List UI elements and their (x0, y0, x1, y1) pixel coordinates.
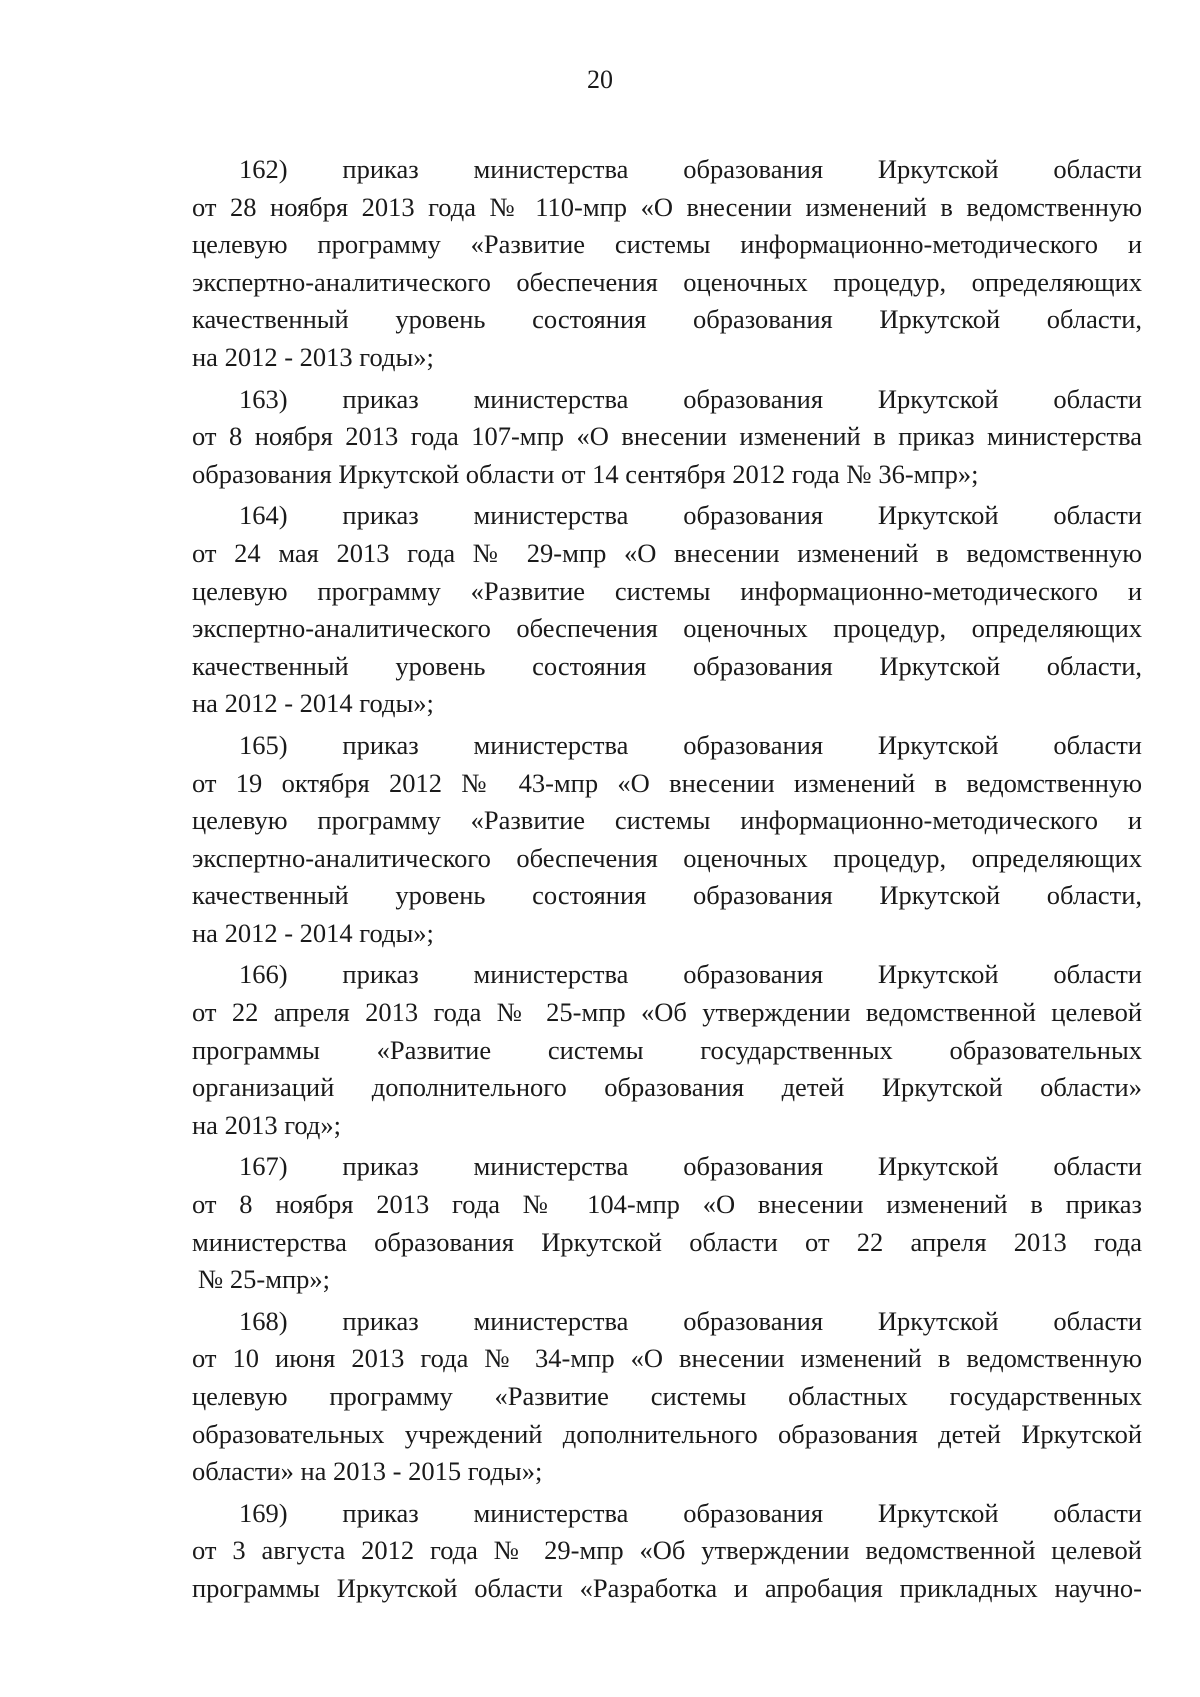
list-item (192, 1148, 1142, 1298)
item-text-line: на 2012 - 2013 годы»; (192, 341, 434, 372)
list-item (192, 381, 1142, 494)
item-text-line: от 10 июня 2013 года № 34-мпр «О внесении изменений в ведомственную (192, 1343, 1142, 1374)
item-text-line: на 2013 год»; (192, 1109, 341, 1140)
item-text-line: экспертно-аналитического обеспечения оценочных процедур, определяющих (192, 842, 1142, 873)
item-text-line: на 2012 - 2014 годы»; (192, 917, 434, 948)
item-text-line: экспертно-аналитического обеспечения оценочных процедур, определяющих (192, 266, 1142, 297)
list-item (192, 956, 1142, 1144)
item-text-line: образования Иркутской области от 14 сентября 2012 года № 36-мпр»; (192, 458, 979, 489)
item-text-line: области» на 2013 - 2015 годы»; (192, 1456, 543, 1487)
item-text-line: качественный уровень состояния образования Иркутской области, (192, 880, 1142, 911)
page-number: 20 (587, 65, 613, 94)
document-body (192, 151, 1142, 1612)
item-text-line: качественный уровень состояния образования Иркутской области, (192, 304, 1142, 335)
item-text-line: целевую программу «Развитие системы областных государственных (192, 1381, 1142, 1411)
item-text-line: целевую программу «Развитие системы информационно-методического и (192, 805, 1142, 836)
item-heading-line: 169) приказ министерства образования Иркутской области (239, 1497, 1142, 1528)
item-heading-line: 164) приказ министерства образования Иркутской области (239, 500, 1142, 531)
item-text-line: целевую программу «Развитие системы информационно-методического и (192, 229, 1142, 260)
item-heading-line: 167) приказ министерства образования Иркутской области (239, 1151, 1142, 1182)
item-heading-line: 168) приказ министерства образования Иркутской области (239, 1305, 1142, 1336)
item-heading-line: 166) приказ министерства образования Иркутской области (239, 959, 1142, 990)
item-text-line: от 19 октября 2012 № 43-мпр «О внесении изменений в ведомственную (192, 767, 1142, 798)
item-text-line: министерства образования Иркутской области от 22 апреля 2013 года (192, 1226, 1142, 1257)
item-text-line: от 3 августа 2012 года № 29-мпр «Об утверждении ведомственной целевой (192, 1535, 1142, 1566)
item-text-line: программы «Развитие системы государственных образовательных (192, 1034, 1142, 1065)
item-text-line: от 22 апреля 2013 года № 25-мпр «Об утверждении ведомственной целевой (192, 997, 1142, 1028)
item-heading-line: 165) приказ министерства образования Иркутской области (239, 729, 1142, 760)
list-item (192, 151, 1142, 377)
item-text-line: качественный уровень состояния образования Иркутской области, (192, 650, 1142, 681)
list-item (192, 727, 1142, 953)
item-text-line: целевую программу «Развитие системы информационно-методического и (192, 575, 1142, 606)
list-item (192, 1495, 1142, 1608)
item-text-line: от 24 мая 2013 года № 29-мпр «О внесении изменений в ведомственную (192, 537, 1142, 568)
item-text-line: № 25-мпр»; (198, 1264, 331, 1295)
list-item (192, 497, 1142, 723)
item-text-line: программы Иркутской области «Разработка и апробация прикладных научно- (192, 1572, 1142, 1603)
item-text-line: от 8 ноября 2013 года № 104-мпр «О внесении изменений в приказ (192, 1189, 1142, 1220)
item-text-line: от 28 ноября 2013 года № 110-мпр «О внесении изменений в ведомственную (192, 191, 1142, 222)
item-text-line: от 8 ноября 2013 года 107-мпр «О внесении изменений в приказ министерства (192, 421, 1142, 452)
item-heading-line: 162) приказ министерства образования Иркутской области (239, 154, 1142, 184)
item-heading-line: 163) приказ министерства образования Иркутской области (239, 383, 1142, 414)
item-text-line: организаций дополнительного образования детей Иркутской области» (192, 1072, 1142, 1103)
item-text-line: на 2012 - 2014 годы»; (192, 688, 434, 719)
item-text-line: экспертно-аналитического обеспечения оценочных процедур, определяющих (192, 613, 1142, 644)
item-text-line: образовательных учреждений дополнительного образования детей Иркутской (192, 1418, 1142, 1449)
list-item (192, 1303, 1142, 1491)
